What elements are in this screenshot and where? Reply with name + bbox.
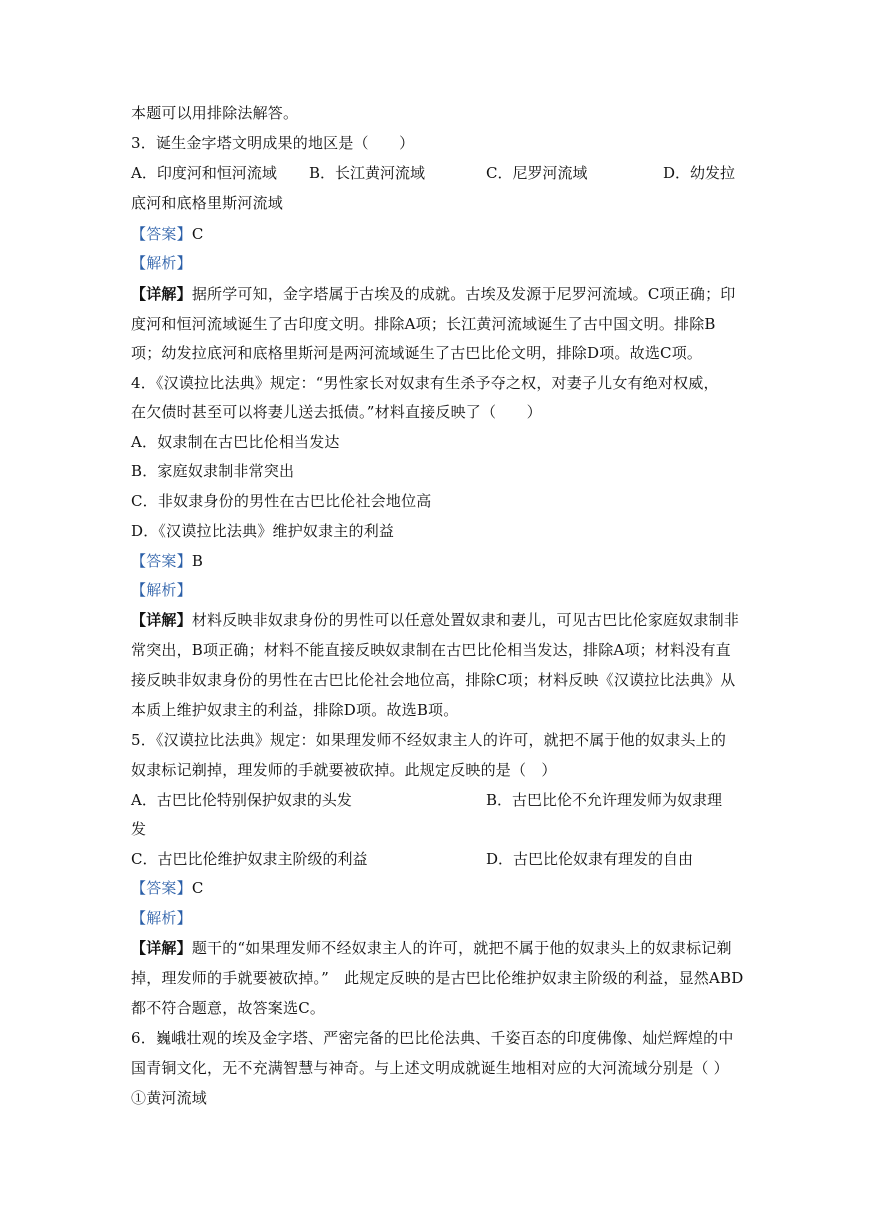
- q5-detail-line: 都不符合题意，故答案选C。: [131, 999, 326, 1017]
- question-3-stem: 3．诞生金字塔文明成果的地区是（ ）: [131, 134, 415, 152]
- answer-value: C: [191, 225, 204, 243]
- analysis-tag: 【解析】: [131, 254, 192, 272]
- q4-detail-line: 本质上维护奴隶主的利益，排除D项。故选B项。: [131, 701, 459, 719]
- q4-detail-line: [131, 610, 739, 630]
- q3-option-c: C．尼罗河流域: [486, 164, 588, 182]
- q4-option-b: B．家庭奴隶制非常突出: [131, 462, 295, 480]
- analysis-tag: 【解析】: [131, 909, 192, 927]
- q6-item-1: ①黄河流域: [131, 1089, 208, 1107]
- question-4-stem: 在欠债时甚至可以将妻儿送去抵债。”材料直接反映了（ ）: [131, 403, 542, 421]
- detail-text: 题干的“如果理发师不经奴隶主人的许可，就把不属于他的奴隶头上的奴隶标记剃: [191, 939, 732, 957]
- question-6-stem: 国青铜文化，无不充满智慧与神奇。与上述文明成就诞生地相对应的大河流域分别是（ ）: [131, 1059, 729, 1077]
- answer-tag: 【答案】: [131, 879, 192, 897]
- q5-answer: [131, 878, 204, 898]
- q5-option-d: D．古巴比伦奴隶有理发的自由: [486, 850, 694, 868]
- question-5-stem: 奴隶标记剃掉，理发师的手就要被砍掉。此规定反映的是（ ）: [131, 761, 557, 779]
- q3-detail-line: 项；幼发拉底河和底格里斯河是两河流域诞生了古巴比伦文明，排除D项。故选C项。: [131, 344, 703, 362]
- q3-analysis-tag: [131, 253, 192, 273]
- q4-option-d: D．《汉谟拉比法典》维护奴隶主的利益: [131, 522, 395, 540]
- q5-option-c: C．古巴比伦维护奴隶主阶级的利益: [131, 850, 368, 868]
- text-line: 本题可以用排除法解答。: [131, 104, 299, 122]
- detail-tag: 【详解】: [131, 939, 192, 957]
- q5-detail-line: 掉，理发师的手就要被砍掉。” 此规定反映的是古巴比伦维护奴隶主阶级的利益，显然ABD: [131, 969, 744, 987]
- detail-tag: 【详解】: [131, 611, 192, 629]
- answer-tag: 【答案】: [131, 225, 192, 243]
- q5-option-b-continued: 发: [131, 820, 147, 838]
- answer-value: B: [191, 552, 204, 570]
- q4-option-c: C．非奴隶身份的男性在古巴比伦社会地位高: [131, 492, 432, 510]
- analysis-tag: 【解析】: [131, 581, 192, 599]
- q3-option-d-continued: 底河和底格里斯河流域: [131, 194, 284, 212]
- q3-option-b: B．长江黄河流域: [309, 164, 426, 182]
- q3-option-d: D．幼发拉: [663, 164, 736, 182]
- q4-answer: [131, 551, 203, 571]
- detail-tag: 【详解】: [131, 285, 192, 303]
- q3-option-a: A．印度河和恒河流域: [131, 164, 277, 182]
- q3-answer: [131, 224, 204, 244]
- answer-tag: 【答案】: [131, 552, 192, 570]
- answer-value: C: [191, 879, 204, 897]
- q5-option-a: A．古巴比伦特别保护奴隶的头发: [131, 791, 352, 809]
- detail-text: 据所学可知，金字塔属于古埃及的成就。古埃及发源于尼罗河流域。C项正确；印: [191, 285, 736, 303]
- q4-analysis-tag: [131, 580, 192, 600]
- question-6-stem: 6．巍峨壮观的埃及金字塔、严密完备的巴比伦法典、千姿百态的印度佛像、灿烂辉煌的中: [131, 1029, 734, 1047]
- q5-option-b: B．古巴比伦不允许理发师为奴隶理: [486, 791, 723, 809]
- q4-option-a: A．奴隶制在古巴比伦相当发达: [131, 433, 340, 451]
- q3-detail-line: 度河和恒河流域诞生了古印度文明。排除A项；长江黄河流域诞生了古中国文明。排除B: [131, 315, 716, 333]
- q5-detail-line: [131, 938, 732, 958]
- q5-analysis-tag: [131, 908, 192, 928]
- question-5-stem: 5．《汉谟拉比法典》规定：如果理发师不经奴隶主人的许可，就把不属于他的奴隶头上的: [131, 731, 727, 749]
- q4-detail-line: 接反映非奴隶身份的男性在古巴比伦社会地位高，排除C项；材料反映《汉谟拉比法典》从: [131, 671, 736, 689]
- q4-detail-line: 常突出，B项正确；材料不能直接反映奴隶制在古巴比伦相当发达，排除A项；材料没有直: [131, 641, 731, 659]
- q3-detail-line: [131, 284, 736, 304]
- detail-text: 材料反映非奴隶身份的男性可以任意处置奴隶和妻儿，可见古巴比伦家庭奴隶制非: [191, 611, 740, 629]
- question-4-stem: 4．《汉谟拉比法典》规定：“男性家长对奴隶有生杀予夺之权，对妻子儿女有绝对权威，: [131, 374, 719, 392]
